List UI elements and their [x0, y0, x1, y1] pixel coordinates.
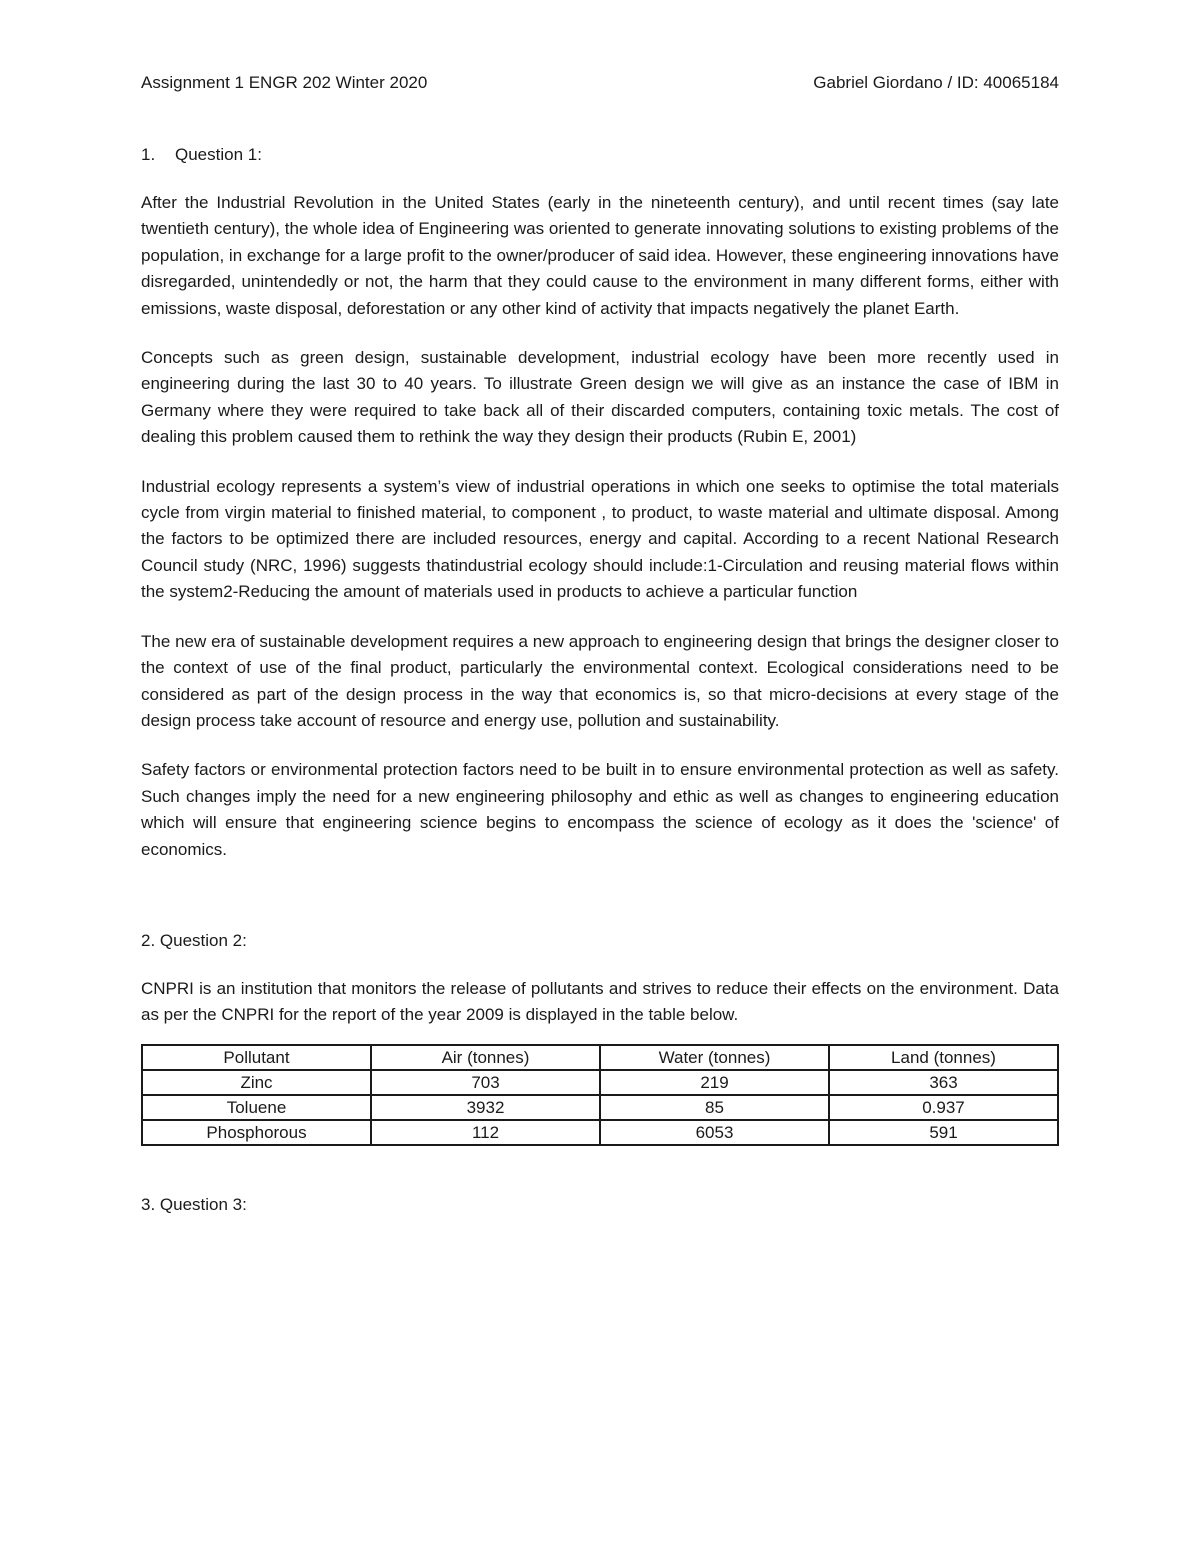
- table-cell: 363: [829, 1070, 1058, 1095]
- table-cell: 703: [371, 1070, 600, 1095]
- table-header-cell: Air (tonnes): [371, 1045, 600, 1070]
- table-cell: 219: [600, 1070, 829, 1095]
- table-row: [142, 1120, 1058, 1145]
- paragraph: The new era of sustainable development requires a new approach to engineering design that brings the designer closer to the context of use of the final product, particularly the environmental context. Ecological considerations need to be considered as part of the design process in the way that economics is, so that micro-decisions at every stage of the design process take account of resource and energy use, pollution and sustainability.: [141, 631, 1059, 730]
- question-1-title: Question 1:: [175, 145, 262, 164]
- table-row: [142, 1095, 1058, 1120]
- paragraph: After the Industrial Revolution in the United States (early in the nineteenth century), and until recent times (say late twentieth century), the whole idea of Engineering was oriented to generate innovating solutions to existing problems of the population, in exchange for a large profit to the owner/producer of said idea. However, these engineering innovations have disregarded, unintendedly or not, the harm that they could cause to the environment in many different forms, either with emissions, waste disposal, deforestation or any other kind of activity that impacts negatively the planet Earth.: [141, 193, 1059, 318]
- page-header: [141, 70, 1059, 96]
- header-left-title: Assignment 1 ENGR 202 Winter 2020: [141, 73, 428, 92]
- table-header-cell: Water (tonnes): [600, 1045, 829, 1070]
- paragraph: Industrial ecology represents a system’s view of industrial operations in which one seeks to optimise the total materials cycle from virgin material to finished material, to component , to product, to waste material and ultimate disposal. Among the factors to be optimized there are included resources, energy and capital. According to a recent National Research Council study (NRC, 1996) suggests thatindustrial ecology should include:1-Circulation and reusing material flows within the system2-Reducing the amount of materials used in products to achieve a particular function: [141, 476, 1059, 602]
- table-header-cell: Land (tonnes): [829, 1045, 1058, 1070]
- table-cell: Toluene: [142, 1095, 371, 1120]
- paragraph: Safety factors or environmental protection factors need to be built in to ensure environmental protection as well as safety. Such changes imply the need for a new engineering philosophy and ethic as well as changes to engineering education which will ensure that engineering science begins to encompass the science of ecology as it does the 'science' of economics.: [141, 760, 1059, 859]
- question-1-number: 1.: [141, 145, 156, 164]
- table-cell: Phosphorous: [142, 1120, 371, 1145]
- document-page: [141, 70, 1059, 1218]
- pollutant-table: [141, 1044, 1059, 1146]
- question-1-heading: [141, 142, 1059, 168]
- table-header-cell: Pollutant: [142, 1045, 371, 1070]
- table-cell: 85: [600, 1095, 829, 1120]
- table-cell: Zinc: [142, 1070, 371, 1095]
- question-2-heading: 2. Question 2:: [141, 930, 247, 950]
- table-row: [142, 1070, 1058, 1095]
- question-3-heading: 3. Question 3:: [141, 1194, 247, 1214]
- table-cell: 6053: [600, 1120, 829, 1145]
- table-cell: 3932: [371, 1095, 600, 1120]
- header-right-author: Gabriel Giordano / ID: 40065184: [813, 73, 1059, 92]
- table-cell: 0.937: [829, 1095, 1058, 1120]
- table-cell: 591: [829, 1120, 1058, 1145]
- paragraph: Concepts such as green design, sustainable development, industrial ecology have been more recently used in engineering during the last 30 to 40 years. To illustrate Green design we will give as an instance the case of IBM in Germany where they were required to take back all of their discarded computers, containing toxic metals. The cost of dealing this problem caused them to rethink the way they design their products (Rubin E, 2001): [141, 348, 1059, 447]
- question-2-paragraph: CNPRI is an institution that monitors the release of pollutants and strives to reduce their effects on the environment. Data as per the CNPRI for the report of the year 2009 is displayed in the table below.: [141, 978, 1059, 1025]
- table-header-row: [142, 1045, 1058, 1070]
- table-cell: 112: [371, 1120, 600, 1145]
